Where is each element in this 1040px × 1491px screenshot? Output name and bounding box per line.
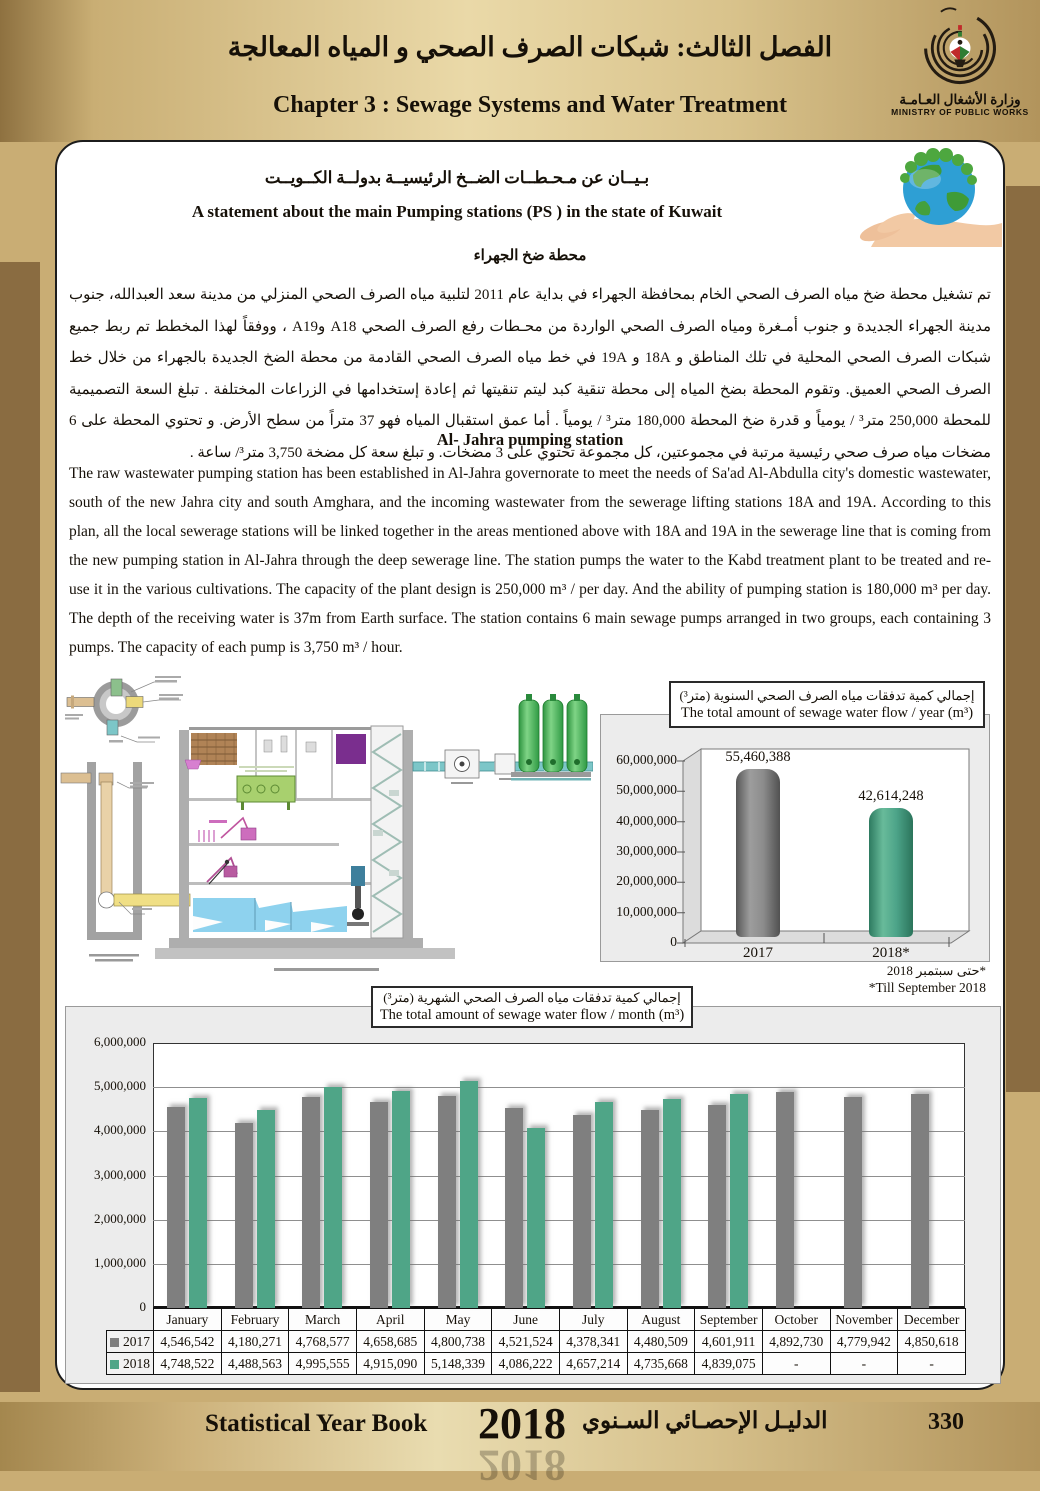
- monthly-chart: [65, 1006, 1001, 1384]
- bar-2017-February: [235, 1123, 253, 1308]
- y-axis-tick: 2,000,000: [94, 1210, 146, 1226]
- statement-title-english: A statement about the main Pumping stations (PS ) in the state of Kuwait: [191, 202, 723, 221]
- right-decorative-band: [1006, 186, 1040, 1092]
- legend-swatch: [110, 1338, 119, 1347]
- bar-2018-July: [595, 1102, 613, 1308]
- bar-2017-June: [505, 1108, 523, 1308]
- value-cell: 4,180,271: [221, 1331, 289, 1353]
- legend-year-label: 2017: [123, 1333, 150, 1349]
- bar-2017-January: [167, 1107, 185, 1308]
- ministry-logo: [885, 6, 1035, 117]
- globe-in-hands-image: [851, 143, 1002, 247]
- value-cell: 4,488,563: [221, 1353, 289, 1375]
- month-header-cell: January: [154, 1309, 222, 1331]
- value-cell: 4,657,214: [559, 1353, 627, 1375]
- x-axis-label: 2017: [743, 945, 773, 961]
- bar-2017-March: [302, 1097, 320, 1308]
- yearly-chart-note-english: *Till September 2018: [868, 980, 986, 995]
- table-row: [107, 1331, 966, 1353]
- y-axis-tick: 40,000,000: [616, 812, 677, 828]
- y-axis-tick: 30,000,000: [616, 843, 677, 858]
- yearly-chart-note-arabic: *حتى سبتمبر 2018: [886, 963, 986, 978]
- y-axis-tick: 0: [670, 934, 677, 949]
- station-paragraph-arabic: تم تشغيل محطة ضخ مياه الصرف الصحي الخام بمحافظة الجهراء في بداية عام 2011 لتلبية مياه الصرف الصحي المنزلي من مدينة سعد العبدالله، جنوب مدينة الجهراء الجديدة و جنوب أمـغرة ومياه الصرف الصحي الواردة من محـطات رفع الصرف الصحي A18 وA19 ، ووفقاً لهذا المخطط تم ربط جميع شبكات الصرف الصحي المحلية في تلك المناطق و 18A و 19A في خط مياه الصرف الصحي القادمة من محطة الضخ الجديدة بالجهراء من خلال خط الصرف الصحي العميق. وتقوم المحطة بضخ المياه إلى محطة تنقية كبد ليتم تنقيتها ثم إعادة إستخدامها في الزراعات المختلفة . تبلغ السعة التصميمية للمحطة 250,000 متر³ / يومياً و قدرة ضخ المحطة 180,000 متر³ / يومياً . أما عمق استقبال المياه فهو 37 متراً من سطح الأرض. و تحتوي المحطة على 6 مضخات مياه صرف صحي رئيسية مرتبة في مجموعتين، كل مجموعة تحتوي على 3 مضخات. و تبلغ سعة كل مضخة 3,750 متر³/ ساعة .: [69, 287, 992, 461]
- value-cell: 4,735,668: [627, 1353, 695, 1375]
- x-axis-label: 2018*: [872, 945, 910, 961]
- value-cell: 4,086,222: [492, 1353, 560, 1375]
- y-axis-tick: 1,000,000: [94, 1254, 146, 1270]
- y-axis-tick: 10,000,000: [616, 903, 677, 919]
- value-cell: 5,148,339: [424, 1353, 492, 1375]
- month-header-cell: November: [830, 1309, 898, 1331]
- month-header-cell: July: [559, 1309, 627, 1331]
- station-heading-arabic: محطة ضخ الجهراء: [473, 248, 587, 264]
- value-cell: 4,995,555: [289, 1353, 357, 1375]
- bar-2017-April: [370, 1102, 388, 1308]
- page-number: 330: [928, 1409, 964, 1435]
- month-header-cell: May: [424, 1309, 492, 1331]
- bar-2018-August: [663, 1099, 681, 1308]
- pumping-station-diagram: [59, 670, 593, 982]
- value-cell: 4,521,524: [492, 1331, 560, 1353]
- yearly-chart-title-box: [669, 681, 985, 728]
- bar-2017-October: [776, 1092, 794, 1308]
- bar-2018-May: [460, 1081, 478, 1308]
- bar-value-label: 55,460,388: [725, 748, 791, 765]
- month-header-cell: April: [356, 1309, 424, 1331]
- table-row: [107, 1353, 966, 1375]
- bar-2018-June: [527, 1128, 545, 1308]
- bar-2018-September: [730, 1094, 748, 1308]
- value-cell: 4,892,730: [762, 1331, 830, 1353]
- monthly-chart-title-arabic: إجمالي كمية تدفقات مياه الصرف الصحي الشهرية (متر³): [383, 990, 681, 1005]
- left-decorative-band: [0, 262, 40, 1392]
- monthly-chart-title-english: The total amount of sewage water flow / month (m³): [379, 1007, 685, 1023]
- value-cell: 4,839,075: [695, 1353, 763, 1375]
- yearly-chart-title-arabic: إجمالي كمية تدفقات مياه الصرف الصحي السنوية (متر³): [679, 687, 975, 703]
- value-cell: 4,768,577: [289, 1331, 357, 1353]
- value-cell: -: [762, 1353, 830, 1375]
- value-cell: 4,546,542: [154, 1331, 222, 1353]
- value-cell: -: [898, 1353, 966, 1375]
- bar-value-label: 42,614,248: [858, 787, 924, 804]
- month-header-cell: March: [289, 1309, 357, 1331]
- footer-book-title-english: Statistical Year Book: [205, 1410, 428, 1437]
- bar-2017-November: [844, 1097, 862, 1308]
- month-header-cell: August: [627, 1309, 695, 1331]
- yearly-chart-title-english: The total amount of sewage water flow / year (m³): [680, 704, 974, 721]
- y-axis-tick: 60,000,000: [616, 752, 677, 767]
- value-cell: 4,378,341: [559, 1331, 627, 1353]
- header-band: [0, 0, 1040, 142]
- content-card: [55, 140, 1005, 1390]
- monthly-chart-title-box: [371, 986, 693, 1028]
- bar-2017-May: [438, 1096, 456, 1308]
- monthly-data-table: [106, 1308, 966, 1375]
- chapter-title-arabic: الفصل الثالث: شبكات الصرف الصحي و المياه المعالجة: [227, 32, 833, 62]
- value-cell: -: [830, 1353, 898, 1375]
- bar-2018-March: [324, 1087, 342, 1308]
- bar-2017-August: [641, 1110, 659, 1308]
- ministry-logo-icon: [885, 6, 1035, 92]
- chapter-title-english: Chapter 3 : Sewage Systems and Water Treatment: [273, 92, 787, 118]
- value-cell: 4,850,618: [898, 1331, 966, 1353]
- bar-2017-July: [573, 1115, 591, 1308]
- bar-2017-December: [911, 1094, 929, 1308]
- logo-name-english: MINISTRY OF PUBLIC WORKS: [891, 107, 1029, 117]
- bar-2018*: [869, 808, 913, 937]
- value-cell: 4,779,942: [830, 1331, 898, 1353]
- value-cell: 4,480,509: [627, 1331, 695, 1353]
- y-axis-tick: 4,000,000: [94, 1122, 146, 1138]
- bar-2018-January: [189, 1098, 207, 1308]
- footer-book-title-arabic: الدليـل الإحصـائي السـنوي: [582, 1408, 828, 1433]
- legend-cell: [107, 1353, 154, 1375]
- y-axis-tick: 3,000,000: [94, 1166, 146, 1182]
- legend-cell: [107, 1331, 154, 1353]
- value-cell: 4,915,090: [356, 1353, 424, 1375]
- station-paragraph-english: The raw wastewater pumping station has been established in Al-Jahra governorate to meet the needs of Sa'ad Al-Abdulla city's domestic wastewater, south of the new Jahra city and south Amghara, and the incoming wastewater from the sewerage lifting stations 18A and 19A. According to this plan, all the local sewerage stations will be linked together in the areas mentioned above with 18A and 19A in the sewerage line that is coming from the new pumping station in Al-Jahra through the deep sewerage line. The station pumps the water to the Kabd treatment plant to be treated and re-use it in the various cultivations. The capacity of the plant design is 250,000 m³ / per day. And the ability of pumping station is 180,000 m³ per day. The depth of the receiving water is 37m from Earth surface. The station contains 6 main sewage pumps arranged in two groups, each containing 3 pumps. The capacity of each pump is 3,750 m³ / hour.: [69, 465, 991, 656]
- month-header-cell: October: [762, 1309, 830, 1331]
- value-cell: 4,800,738: [424, 1331, 492, 1353]
- footer-year-reflection: 2018: [478, 1441, 566, 1490]
- legend-year-label: 2018: [123, 1355, 150, 1371]
- bar-2017: [736, 769, 780, 937]
- station-heading-english: Al- Jahra pumping station: [436, 430, 624, 449]
- value-cell: 4,601,911: [695, 1331, 763, 1353]
- bar-2018-April: [392, 1091, 410, 1308]
- month-header-cell: December: [898, 1309, 966, 1331]
- value-cell: 4,658,685: [356, 1331, 424, 1353]
- y-axis-tick: 5,000,000: [94, 1078, 146, 1094]
- y-axis-tick: 50,000,000: [616, 782, 677, 798]
- month-header-cell: February: [221, 1309, 289, 1331]
- yearly-chart: [600, 714, 990, 962]
- y-axis-tick: 6,000,000: [94, 1034, 146, 1049]
- y-axis-tick: 0: [139, 1299, 146, 1314]
- value-cell: 4,748,522: [154, 1353, 222, 1375]
- gridline: [153, 1087, 965, 1088]
- y-axis-tick: 20,000,000: [616, 873, 677, 889]
- statement-title-arabic: بـيــان عن مـحـطــات الضــخ الرئيسيــة بدولــة الكــويــت: [264, 168, 650, 187]
- footer-year: 2018: [478, 1399, 566, 1448]
- bar-2018-February: [257, 1110, 275, 1308]
- month-header-cell: September: [695, 1309, 763, 1331]
- bar-2017-September: [708, 1105, 726, 1308]
- legend-swatch: [110, 1360, 119, 1369]
- month-header-cell: June: [492, 1309, 560, 1331]
- logo-name-arabic: وزارة الأشغال العـامـة: [899, 92, 1021, 107]
